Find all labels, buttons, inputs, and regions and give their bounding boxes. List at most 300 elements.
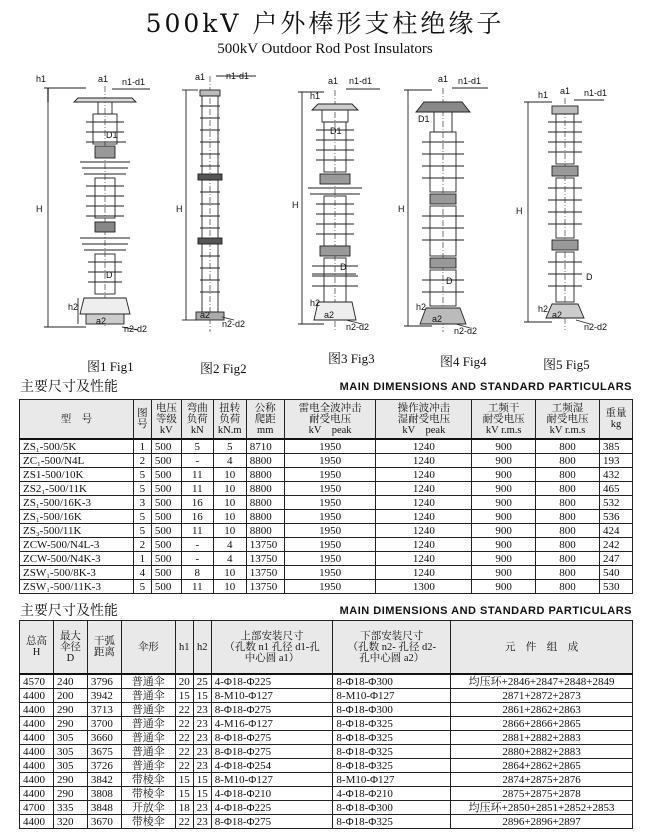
table-cell: 4-Φ18-Φ254 <box>211 759 333 773</box>
table1-header-7 <box>376 400 472 440</box>
table-cell: 2896+2896+2897 <box>451 815 633 829</box>
table-row <box>20 801 633 815</box>
table-cell: 22 <box>175 815 193 829</box>
table1-header-label: 图 号 <box>137 408 148 430</box>
label-n1d1: n1-d1 <box>584 88 608 98</box>
table2-header-4 <box>175 621 193 675</box>
table1-header-label: 操作波冲击 湿耐受电压 <box>397 402 451 425</box>
table-cell: 8-Φ18-Φ275 <box>211 703 333 717</box>
table-cell: 2861+2862+2863 <box>451 703 633 717</box>
table-cell: 4400 <box>20 773 54 787</box>
table-cell: 22 <box>175 731 193 745</box>
table-cell: 2866+2866+2865 <box>451 717 633 731</box>
table-cell: 1240 <box>376 496 472 510</box>
table-cell: 200 <box>53 689 87 703</box>
table2-header-6 <box>211 621 333 675</box>
table-cell: 11 <box>181 580 213 594</box>
table-cell: 900 <box>472 552 536 566</box>
table-cell: 500 <box>151 496 181 510</box>
table-row <box>20 787 633 801</box>
table-row <box>20 703 633 717</box>
table-cell: 1240 <box>376 538 472 552</box>
table-cell: ZS1-500/10K <box>20 468 134 482</box>
table-cell: 4-Φ18-Φ225 <box>211 801 333 815</box>
table-cell: 2875+2875+2878 <box>451 787 633 801</box>
table-cell: 5 <box>133 482 151 496</box>
label-a1: a1 <box>438 74 449 84</box>
table-cell: 193 <box>599 454 632 468</box>
table-cell: 4-Φ18-Φ210 <box>211 787 333 801</box>
label-n2d2: n2-d2 <box>346 322 370 332</box>
table-cell: 320 <box>53 815 87 829</box>
label-D: D <box>586 272 593 282</box>
table-cell: 普通伞 <box>121 703 175 717</box>
table-cell: 普通伞 <box>121 759 175 773</box>
table-cell: 4400 <box>20 717 54 731</box>
table-cell: 13750 <box>246 580 284 594</box>
table-cell: 5 <box>181 439 213 454</box>
table2-header-label: 伞形 <box>137 641 159 653</box>
table-cell: 均压环+2846+2847+2848+2849 <box>451 674 633 689</box>
table-row <box>20 566 633 580</box>
table-cell: 1240 <box>376 510 472 524</box>
table-cell: 15 <box>193 689 211 703</box>
table-cell: 4400 <box>20 731 54 745</box>
label-n1d1: n1-d1 <box>349 76 373 86</box>
table-row <box>20 689 633 703</box>
table-cell: 22 <box>175 759 193 773</box>
table1-header-unit: kg <box>610 419 622 430</box>
table-cell: 11 <box>181 524 213 538</box>
table-cell: 8-Φ18-Φ325 <box>333 745 451 759</box>
table-cell: 500 <box>151 524 181 538</box>
table-cell: 500 <box>151 552 181 566</box>
label-a1: a1 <box>328 76 339 86</box>
table-cell: 4400 <box>20 815 54 829</box>
table-row <box>20 538 633 552</box>
table-cell: 带棱伞 <box>121 815 175 829</box>
table-cell: 540 <box>599 566 632 580</box>
table-row <box>20 759 633 773</box>
table-cell: 8800 <box>246 454 284 468</box>
table-cell: 8-Φ18-Φ325 <box>333 717 451 731</box>
table-cell: 800 <box>536 566 600 580</box>
table-cell: 335 <box>53 801 87 815</box>
table2-header-3 <box>121 621 175 675</box>
table-cell: 1240 <box>376 552 472 566</box>
table-cell: 16 <box>181 496 213 510</box>
table-cell: 1240 <box>376 468 472 482</box>
table-cell: 3796 <box>87 674 121 689</box>
table2-header-7 <box>333 621 451 675</box>
table-cell: 900 <box>472 524 536 538</box>
table-cell: 2864+2862+2865 <box>451 759 633 773</box>
table-cell: 305 <box>53 759 87 773</box>
figure-5-drawing <box>516 86 607 332</box>
table-cell: 2 <box>133 538 151 552</box>
label-n1d1: n1-d1 <box>226 71 250 81</box>
table2-header-label: 干弧 距离 <box>93 636 115 658</box>
table-cell: ZS₃-500/11K <box>20 524 134 538</box>
table-cell: 500 <box>151 454 181 468</box>
table1-header-9 <box>536 400 600 440</box>
table1-header-label: 公称 爬距 <box>254 402 276 425</box>
table-cell: 均压环+2850+2851+2852+2853 <box>451 801 633 815</box>
figure-4-drawing <box>398 74 488 336</box>
table-cell: 424 <box>599 524 632 538</box>
table-cell: 23 <box>193 703 211 717</box>
table-cell: 4-Φ18-Φ210 <box>333 787 451 801</box>
table-cell: 5 <box>133 468 151 482</box>
table-cell: 15 <box>175 773 193 787</box>
table-row <box>20 580 633 594</box>
table1-header-5 <box>246 400 284 440</box>
page-subtitle: 500kV Outdoor Rod Post Insulators <box>217 41 433 57</box>
table-cell: 800 <box>536 482 600 496</box>
label-h1: h1 <box>538 90 549 100</box>
table-cell: 5 <box>133 580 151 594</box>
table-cell: 11 <box>181 482 213 496</box>
table-cell: 500 <box>151 566 181 580</box>
table-cell: 15 <box>175 787 193 801</box>
table-cell: 3700 <box>87 717 121 731</box>
table-cell: 16 <box>181 510 213 524</box>
table2-header-1 <box>53 621 87 675</box>
table-cell: 1240 <box>376 524 472 538</box>
table-cell: 4700 <box>20 801 54 815</box>
figure-2-caption: 图2 Fig2 <box>200 361 247 376</box>
table-cell: 500 <box>151 482 181 496</box>
table-cell: 3842 <box>87 773 121 787</box>
table2-header-unit: （孔数 n1 孔径 d1-孔 中心圆 a1） <box>224 641 320 664</box>
figure-1-caption: 图1 Fig1 <box>87 359 134 374</box>
table-cell: 8-Φ18-Φ300 <box>333 674 451 689</box>
table-cell: 247 <box>599 552 632 566</box>
table-cell: ZSW₁-500/8K-3 <box>20 566 134 580</box>
table-cell: 普通伞 <box>121 717 175 731</box>
table2-header-label: 上部安装尺寸 <box>240 630 304 642</box>
table-cell: 290 <box>53 787 87 801</box>
label-a2: a2 <box>200 310 211 320</box>
table1-header-label: 型 号 <box>60 413 93 425</box>
label-D1: D1 <box>106 130 118 140</box>
table2-header-unit: D <box>66 652 75 664</box>
table2-header-2 <box>87 621 121 675</box>
table-cell: 900 <box>472 496 536 510</box>
table-cell: 1950 <box>284 510 376 524</box>
table-cell: 305 <box>53 731 87 745</box>
table-cell: 800 <box>536 454 600 468</box>
table-cell: 8-Φ18-Φ300 <box>333 703 451 717</box>
figure-3-drawing <box>292 76 380 332</box>
table1-header-10 <box>599 400 632 440</box>
table-cell: 25 <box>193 674 211 689</box>
table1-header-label: 弯曲 负荷 <box>186 402 208 425</box>
table-row <box>20 731 633 745</box>
table-cell: 500 <box>151 580 181 594</box>
table1-section-title-en: MAIN DIMENSIONS AND STANDARD PARTICULARS <box>339 381 632 393</box>
table-cell: 8-Φ18-Φ325 <box>333 815 451 829</box>
table-cell: 900 <box>472 580 536 594</box>
table2-header-label: 下部安装尺寸 <box>360 630 424 642</box>
table-cell: 305 <box>53 745 87 759</box>
table-cell: 8-Φ18-Φ275 <box>211 745 333 759</box>
table1-header-6 <box>284 400 376 440</box>
table-cell: - <box>181 552 213 566</box>
figure-1-drawing <box>36 74 150 334</box>
table-cell: 4400 <box>20 689 54 703</box>
label-a1: a1 <box>195 72 206 82</box>
table-cell: 8-Φ18-Φ325 <box>333 731 451 745</box>
table-cell: 4-M16-Φ127 <box>211 717 333 731</box>
label-H: H <box>516 206 523 216</box>
table1-header-label: 电压 等级 <box>155 402 177 425</box>
table-cell: 普通伞 <box>121 674 175 689</box>
table-cell: 开放伞 <box>121 801 175 815</box>
table-cell: 800 <box>536 524 600 538</box>
table-row <box>20 745 633 759</box>
table-cell: 4400 <box>20 703 54 717</box>
table-cell: 8-M10-Φ127 <box>333 773 451 787</box>
table-cell: 800 <box>536 580 600 594</box>
table-cell: 4400 <box>20 787 54 801</box>
table-cell: 4-Φ18-Φ225 <box>211 674 333 689</box>
table-cell: 1240 <box>376 439 472 454</box>
table2-header-label: 总高 <box>25 636 47 647</box>
label-h2: h2 <box>416 302 427 312</box>
table-cell: 1300 <box>376 580 472 594</box>
table-cell: 10 <box>213 482 246 496</box>
table-cell: 3808 <box>87 787 121 801</box>
table-cell: 1950 <box>284 454 376 468</box>
table-row <box>20 510 633 524</box>
table2-section-title-cn: 主要尺寸及性能 <box>20 603 118 619</box>
label-D1: D1 <box>330 126 342 136</box>
table-cell: ZSW₁-500/11K-3 <box>20 580 134 594</box>
label-n2d2: n2-d2 <box>584 322 608 332</box>
table-cell: 1950 <box>284 566 376 580</box>
table-cell: 500 <box>151 538 181 552</box>
figure-4-caption: 图4 Fig4 <box>440 354 487 369</box>
table-row <box>20 454 633 468</box>
table-cell: 8800 <box>246 468 284 482</box>
table-cell: 3848 <box>87 801 121 815</box>
table-cell: 5 <box>133 510 151 524</box>
table-cell: 536 <box>599 510 632 524</box>
table-cell: 4 <box>213 552 246 566</box>
table-cell: 8-Φ18-Φ325 <box>333 759 451 773</box>
label-a2: a2 <box>324 310 335 320</box>
table2-header-unit: （孔数 n2- 孔径 d2- 孔中心圆 a2） <box>347 641 436 664</box>
figure-2-drawing <box>176 71 256 332</box>
table-cell: 900 <box>472 468 536 482</box>
table-cell: 10 <box>213 468 246 482</box>
table-cell: 290 <box>53 773 87 787</box>
table1-header-0 <box>20 400 134 440</box>
table-cell: 500 <box>151 439 181 454</box>
table-cell: 3713 <box>87 703 121 717</box>
table-cell: 11 <box>181 468 213 482</box>
table-row <box>20 496 633 510</box>
table-cell: 8800 <box>246 524 284 538</box>
table-cell: 532 <box>599 496 632 510</box>
label-n2d2: n2-d2 <box>124 324 148 334</box>
table-cell: 900 <box>472 510 536 524</box>
table-row <box>20 773 633 787</box>
label-H: H <box>292 200 299 210</box>
label-a2: a2 <box>432 314 443 324</box>
label-D: D <box>106 270 113 280</box>
table-cell: 23 <box>193 759 211 773</box>
table-cell: 3670 <box>87 815 121 829</box>
table-cell: 23 <box>193 717 211 731</box>
table-cell: 800 <box>536 510 600 524</box>
label-a2: a2 <box>96 316 107 326</box>
table-cell: 465 <box>599 482 632 496</box>
table1-header-4 <box>213 400 246 440</box>
table1-header-unit: kN.m <box>217 424 242 436</box>
table-cell: ZC₁-500/N4L <box>20 454 134 468</box>
table-cell: 10 <box>213 580 246 594</box>
table-cell: 20 <box>175 674 193 689</box>
table-cell: 530 <box>599 580 632 594</box>
insulator-drawings <box>0 62 650 362</box>
table-cell: 800 <box>536 552 600 566</box>
label-H: H <box>36 204 43 214</box>
table-cell: 13750 <box>246 552 284 566</box>
table1-header-unit: mm <box>257 424 274 436</box>
figure-3-caption: 图3 Fig3 <box>328 351 375 366</box>
table-cell: 385 <box>599 439 632 454</box>
table-cell: 23 <box>193 745 211 759</box>
table-cell: 8800 <box>246 510 284 524</box>
table-cell: ZS₁-500/5K <box>20 439 134 454</box>
table-cell: 290 <box>53 717 87 731</box>
table-cell: 2 <box>133 454 151 468</box>
label-h1: h1 <box>310 91 321 101</box>
table2-section-title-en: MAIN DIMENSIONS AND STANDARD PARTICULARS <box>339 605 632 617</box>
page-title: 500kV 户外棒形支柱绝缘子 <box>145 9 505 38</box>
table-cell: 1240 <box>376 454 472 468</box>
specs-table-2 <box>19 620 633 829</box>
table-cell: 2881+2882+2883 <box>451 731 633 745</box>
table-cell: 带棱伞 <box>121 773 175 787</box>
label-h2: h2 <box>538 304 549 314</box>
label-n2d2: n2-d2 <box>454 326 478 336</box>
table-cell: 15 <box>193 787 211 801</box>
table-cell: 8-M10-Φ127 <box>333 689 451 703</box>
table-cell: 900 <box>472 482 536 496</box>
figure-5-caption: 图5 Fig5 <box>543 357 590 372</box>
table-cell: 242 <box>599 538 632 552</box>
table-cell: 3675 <box>87 745 121 759</box>
table2-header-label: 元 件 组 成 <box>504 641 579 653</box>
table-cell: 23 <box>193 815 211 829</box>
table-cell: 1 <box>133 552 151 566</box>
table-cell: 800 <box>536 496 600 510</box>
table-cell: 800 <box>536 439 600 454</box>
table-cell: 1950 <box>284 468 376 482</box>
table-cell: 4 <box>213 538 246 552</box>
table-cell: 1950 <box>284 538 376 552</box>
table1-header-label: 雷电全波冲击 耐受电压 <box>298 402 362 425</box>
table-cell: 290 <box>53 703 87 717</box>
table-cell: 13750 <box>246 566 284 580</box>
table-cell: 8-Φ18-Φ300 <box>333 801 451 815</box>
table-cell: 8800 <box>246 482 284 496</box>
table-cell: 900 <box>472 454 536 468</box>
table1-header-unit: kV <box>159 424 173 436</box>
table-cell: 1240 <box>376 566 472 580</box>
table-cell: ZS₁-500/16K <box>20 510 134 524</box>
table-cell: 4570 <box>20 674 54 689</box>
table-cell: 8800 <box>246 496 284 510</box>
table-cell: 15 <box>193 773 211 787</box>
table-cell: ZCW-500/N4L-3 <box>20 538 134 552</box>
table-cell: ZCW-500/N4K-3 <box>20 552 134 566</box>
table-cell: 10 <box>213 524 246 538</box>
table1-section-title-cn: 主要尺寸及性能 <box>20 379 118 395</box>
table-cell: 8-Φ18-Φ275 <box>211 815 333 829</box>
table-cell: 900 <box>472 439 536 454</box>
label-a1: a1 <box>560 86 571 96</box>
table-cell: 5 <box>133 524 151 538</box>
table-cell: 1950 <box>284 524 376 538</box>
table-cell: 900 <box>472 566 536 580</box>
table-cell: 13750 <box>246 538 284 552</box>
table2-header-unit: H <box>32 647 41 658</box>
label-H: H <box>398 204 405 214</box>
table-cell: 普通伞 <box>121 745 175 759</box>
specs-table-1 <box>19 399 633 594</box>
table-cell: 22 <box>175 717 193 731</box>
table-cell: 3 <box>133 496 151 510</box>
label-a2: a2 <box>552 310 563 320</box>
table-cell: 8710 <box>246 439 284 454</box>
table-cell: 23 <box>193 731 211 745</box>
table-cell: 5 <box>213 439 246 454</box>
table-row <box>20 717 633 731</box>
table1-header-label: 重量 <box>605 408 627 419</box>
label-n2d2: n2-d2 <box>222 319 246 329</box>
table-cell: 4400 <box>20 759 54 773</box>
table1-header-unit: kN <box>190 424 204 436</box>
table1-header-label: 工频干 耐受电压 <box>482 402 525 425</box>
table-cell: 8-M10-Φ127 <box>211 773 333 787</box>
table-cell: 8 <box>181 566 213 580</box>
table1-header-unit: kV r.m.s <box>549 424 586 436</box>
table-cell: 10 <box>213 496 246 510</box>
table-cell: 900 <box>472 538 536 552</box>
table-cell: 1240 <box>376 482 472 496</box>
table-cell: 2874+2875+2876 <box>451 773 633 787</box>
table-cell: ZS2₁-500/11K <box>20 482 134 496</box>
label-D: D <box>340 262 347 272</box>
table2-header-label: h1 <box>178 641 190 653</box>
table-cell: 1 <box>133 439 151 454</box>
table2-header-8 <box>451 621 633 675</box>
table-cell: - <box>181 454 213 468</box>
table-cell: 1950 <box>284 496 376 510</box>
label-H: H <box>176 204 183 214</box>
label-h2: h2 <box>68 302 79 312</box>
table-cell: 1950 <box>284 439 376 454</box>
label-a1: a1 <box>98 74 109 84</box>
table-cell: 2871+2872+2873 <box>451 689 633 703</box>
table-cell: 8-M10-Φ127 <box>211 689 333 703</box>
table-cell: 2880+2882+2883 <box>451 745 633 759</box>
table-cell: 1950 <box>284 580 376 594</box>
